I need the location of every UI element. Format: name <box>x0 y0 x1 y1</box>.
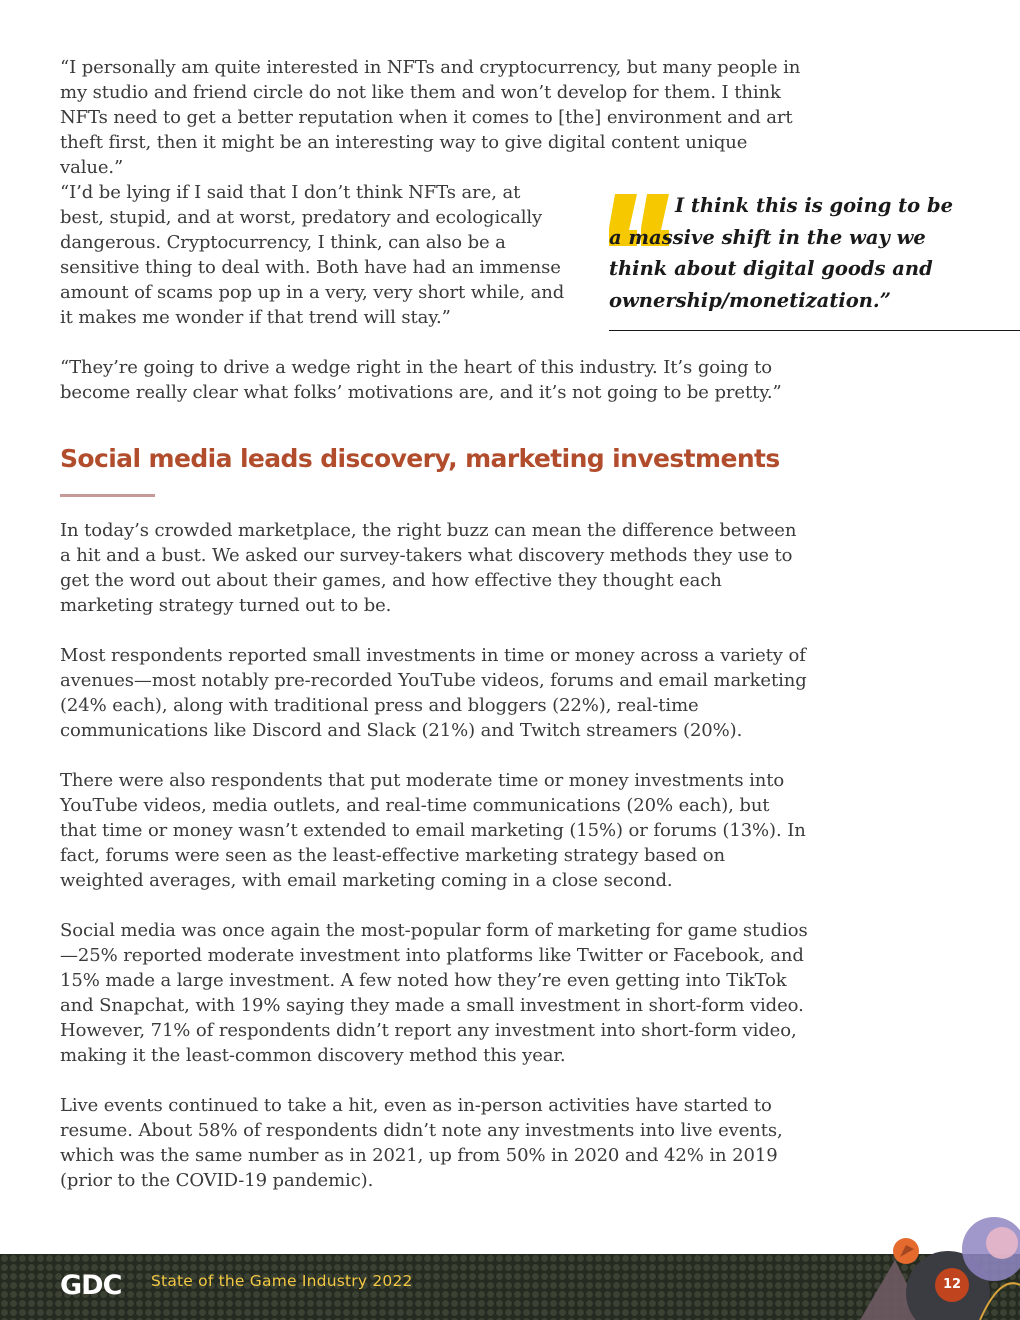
body-paragraph-moderate-investments: There were also respondents that put moderate time or money investments into YouTube videos, media outlets, and real-time communications (20% each), but that time or money wasn’t extended to email marketing (15%) or forums (13%). In fact, forums were seen as the least-effective marketing strategy based on weighted averages, with email marketing coming in a close second. <box>60 770 806 891</box>
pull-quote <box>609 190 1020 331</box>
respondent-quote-nft-interest: “I personally am quite interested in NFTs and cryptocurrency, but many people in my studio and friend circle do not like them and won’t develop for them. I think NFTs need to get a better reputation when it comes to [the] environment and art theft first, then it might be an interesting way to give digital content unique value.” <box>60 57 801 178</box>
respondent-quote-industry-wedge: “They’re going to drive a wedge right in the heart of this industry. It’s going to become really clear what folks’ motivations are, and it’s not going to be pretty.” <box>60 357 782 403</box>
body-paragraph-intro: In today’s crowded marketplace, the right buzz can mean the difference between a hit and a bust. We asked our survey-takers what discovery methods they use to get the word out about their games, and how effective they thought each marketing strategy turned out to be. <box>60 520 797 616</box>
svg-text:GDC: GDC <box>60 1270 122 1299</box>
footer-title: State of the Game Industry 2022 <box>151 1272 413 1290</box>
body-paragraph-social-media: Social media was once again the most-popular form of marketing for game studios—25% reported moderate investment into platforms like Twitter or Facebook, and 15% made a large investment. A few noted how they’re even getting into TikTok and Snapchat, with 19% saying they made a small investment in short-form video. However, 71% of respondents didn’t report any investment into short-form video, making it the least-common discovery method this year. <box>60 920 808 1066</box>
decorative-shapes <box>850 1205 1020 1320</box>
body-paragraph-live-events: Live events continued to take a hit, even as in-person activities have started to resume. About 58% of respondents didn’t note any investments into live events, which was the same number as in 2021, up from 50% in 2020 and 42% in 2019 (prior to the COVID-19 pandemic). <box>60 1095 783 1191</box>
respondent-quote-nft-skeptic: “I’d be lying if I said that I don’t think NFTs are, at best, stupid, and at worst, predatory and ecologically dangerous. Cryptocurrency, I think, can also be a sensitive thing to deal with. Both have had an immense amount of scams pop up in a very, very short while, and it makes me wonder if that trend will stay.” <box>60 182 565 328</box>
gdc-logo <box>60 1269 134 1299</box>
page-number-badge: 12 <box>935 1268 969 1302</box>
section-heading: Social media leads discovery, marketing investments <box>60 444 780 473</box>
heading-underline <box>60 494 155 497</box>
body-paragraph-small-investments: Most respondents reported small investments in time or money across a variety of avenues—most notably pre-recorded YouTube videos, forums and email marketing (24% each), along with traditional press and bloggers (22%), real-time communications like Discord and Slack (21%) and Twitch streamers (20%). <box>60 645 807 741</box>
pull-quote-text: I think this is going to be a massive shift in the way we think about digital goods and ownership/monetization.” <box>609 194 954 312</box>
